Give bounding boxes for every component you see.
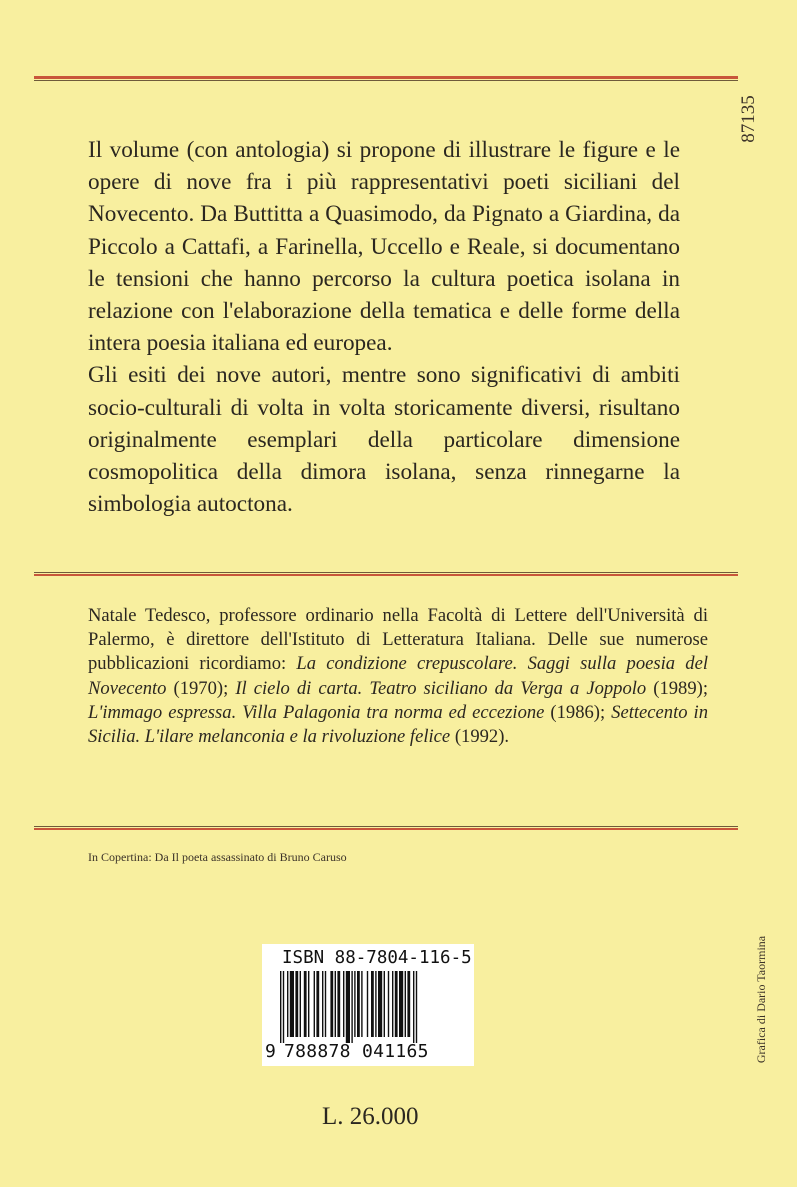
bio-year-1: (1970); [166,677,236,699]
barcode-bar [290,971,294,1037]
barcode-bar [300,971,301,1037]
barcode-bars [280,971,470,1043]
barcode-bar [413,971,414,1043]
barcode-bar [346,971,350,1043]
barcode-bar [330,971,333,1037]
barcode-bar [375,971,376,1037]
barcode-bar [392,971,393,1037]
barcode-bar [399,971,403,1037]
barcode-bar [325,971,326,1037]
lower-rule [34,828,738,830]
side-catalog-number-text: 87135 [737,95,759,143]
middle-rule [34,574,738,576]
barcode-bar [416,971,417,1043]
barcode-bar [367,971,368,1037]
barcode-bar [384,971,385,1037]
middle-rule-shadow [34,572,738,573]
bio-title-4: Settecento in Sicilia. L'ilare melanconia e la rivoluzione felice [88,701,709,748]
bio-year-2: (1989); [646,677,709,699]
lower-rule-shadow [34,826,738,827]
barcode-bar [354,971,355,1037]
ean-digits: 788878 041165 [284,1041,429,1062]
isbn-label: ISBN 88-7804-116-5 [282,948,472,968]
designer-credit-text: Grafica di Dario Taormina [754,935,769,1064]
barcode-bar [388,971,389,1037]
barcode-bar [407,971,410,1037]
barcode-bar [337,971,340,1037]
barcode-bar [316,971,319,1037]
bio-year-3: (1986); [544,701,612,723]
barcode-bar [378,971,382,1037]
author-bio [88,604,708,749]
blurb-paragraph-2: Gli esiti dei nove autori, mentre sono significativi di ambiti socio-culturali di volta in volta storicamente diversi, risultano originalmente esemplari della particolare dimensione cosmopolitica della dimora isolana, senza rinnegarne la simbologia autoctona. [88,362,680,518]
bio-year-4: (1992). [450,726,510,748]
author-bio-text [88,604,708,749]
top-rule [34,76,738,79]
barcode-bar [287,971,288,1037]
barcode-bar [361,971,362,1037]
bio-title-2: Il cielo di carta. Teatro siciliano da Verga a Joppolo [235,677,647,699]
barcode-bar [280,971,281,1043]
isbn-barcode [262,944,474,1066]
price: L. 26.000 [322,1103,419,1130]
bio-title-3: L'immago espressa. Villa Palagonia tra norma ed eccezione [88,701,545,723]
barcode-bar [283,971,284,1043]
blurb-paragraph-1: Il volume (con antologia) si propone di illustrare le figure e le opere di nove fra i più rappresentativi poeti siciliani del Novecento. Da Buttitta a Quasimodo, da Pignato a Giardina, da Piccolo a Cattafi, a Farinella, Uccello e Reale, si documentano le tensioni che hanno percorso la cultura poetica isolana in relazione con l'elaborazione della tematica e delle forme della intera poesia italiana ed europea. [88,137,680,357]
barcode-bar [304,971,307,1037]
book-blurb [88,134,680,520]
barcode-bar [343,971,344,1037]
barcode-bar [351,971,352,1043]
bio-intro: Natale Tedesco, professore ordinario nella Facoltà di Lettere dell'Università di Palermo, è direttore dell'Istituto di Letteratura Italiana. Delle sue numerose pubblicazioni ricordiamo: [88,605,708,675]
designer-credit [754,920,778,1080]
bio-title-1: La condizione crepuscolare. Saggi sulla poesia del Novecento [88,653,709,699]
cover-credit: In Copertina: Da Il poeta assassinato di Bruno Caruso [88,850,347,864]
barcode-bar [295,971,298,1037]
barcode-bar [371,971,374,1037]
barcode-bar [314,971,315,1037]
barcode-bar [405,971,406,1037]
barcode-bar [322,971,323,1037]
side-catalog-number [737,80,785,160]
barcode-bar [395,971,398,1037]
top-rule-shadow [34,80,738,81]
barcode-bar [308,971,309,1037]
barcode-bar [357,971,360,1037]
ean-first-digit: 9 [265,1041,276,1062]
barcode-bar [335,971,336,1037]
